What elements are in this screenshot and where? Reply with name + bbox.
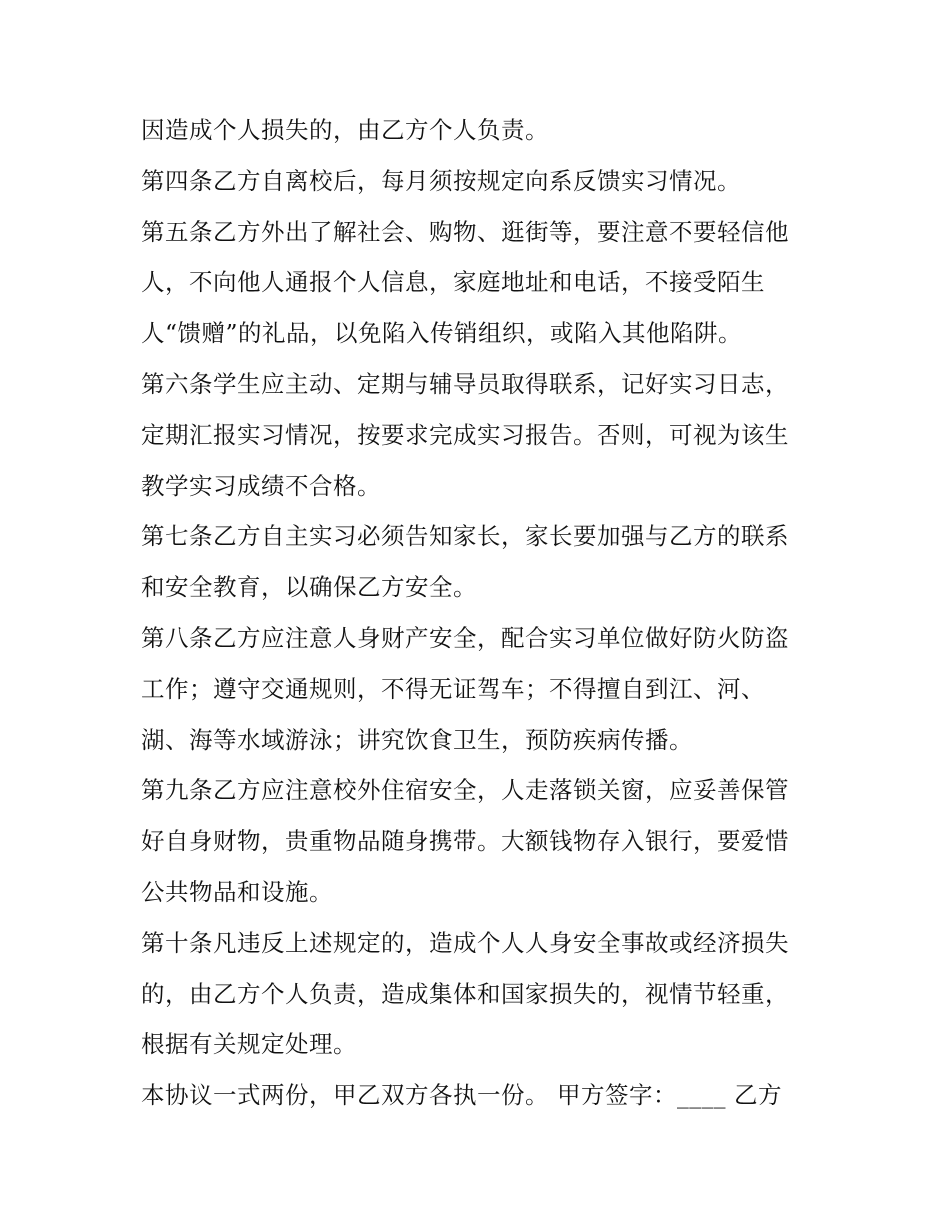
text-line: 湖、海等水域游泳；讲究饮食卫生，预防疾病传播。 — [141, 725, 693, 754]
text-line: 公共物品和设施。 — [141, 877, 333, 906]
text-line: 定期汇报实习情况，按要求完成实习报告。否则，可视为该生 — [141, 420, 789, 449]
text-line: 人，不向他人通报个人信息，家庭地址和电话，不接受陌生 — [141, 268, 765, 297]
text-line: 人“馈赠”的礼品，以免陷入传销组织，或陷入其他陷阱。 — [141, 319, 743, 348]
text-line: 第八条乙方应注意人身财产安全，配合实习单位做好防火防盗 — [141, 623, 789, 652]
text-line: 因造成个人损失的，由乙方个人负责。 — [141, 116, 549, 144]
text-line: 好自身财物，贵重物品随身携带。大额钱物存入银行，要爱惜 — [141, 827, 789, 856]
text-line: 教学实习成绩不合格。 — [141, 471, 381, 500]
text-line: 和安全教育，以确保乙方安全。 — [141, 573, 477, 602]
text-line: 的，由乙方个人负责，造成集体和国家损失的，视情节轻重， — [141, 979, 789, 1008]
text-line: 第七条乙方自主实习必须告知家长，家长要加强与乙方的联系 — [141, 522, 789, 551]
text-line: 根据有关规定处理。 — [141, 1030, 357, 1059]
text-line: 第四条乙方自离校后，每月须按规定向系反馈实习情况。 — [141, 166, 741, 195]
text-line: 工作；遵守交通规则，不得无证驾车；不得擅自到江、河、 — [141, 674, 765, 703]
text-line: 第十条凡违反上述规定的，造成个人人身安全事故或经济损失 — [141, 928, 789, 957]
document-body — [141, 105, 821, 1121]
text-line: 第五条乙方外出了解社会、购物、逛街等，要注意不要轻信他 — [141, 217, 789, 246]
signature-line: 本协议一式两份，甲乙双方各执一份。 甲方签字：____ 乙方 — [141, 1081, 782, 1110]
text-line: 第六条学生应主动、定期与辅导员取得联系，记好实习日志， — [141, 369, 789, 398]
text-line: 第九条乙方应注意校外住宿安全，人走落锁关窗，应妥善保管 — [141, 776, 789, 805]
